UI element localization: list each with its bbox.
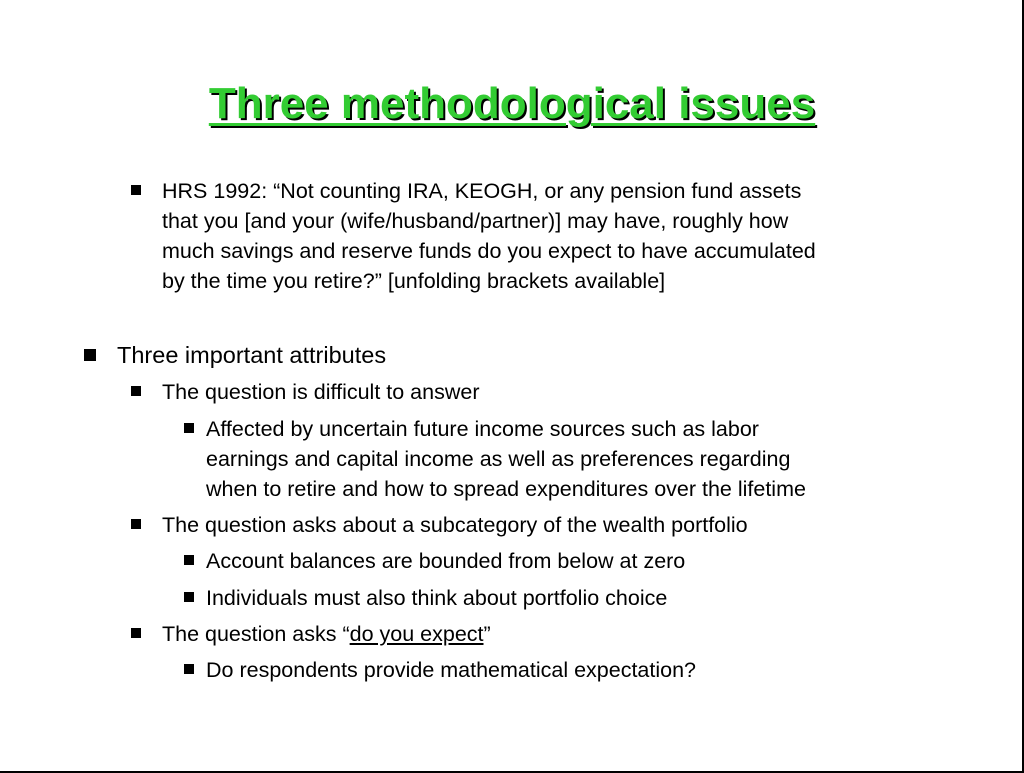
- bullet-portfolio-text: Individuals must also think about portfolio choice: [206, 586, 668, 610]
- square-bullet-icon: [131, 185, 141, 195]
- bullet-balances: [184, 546, 685, 576]
- bullet-expect-underlined: do you expect: [349, 622, 484, 646]
- bullet-affected-line-3: when to retire and how to spread expenditures over the lifetime: [206, 477, 806, 501]
- bullet-difficult: [131, 377, 480, 407]
- square-bullet-icon: [184, 423, 194, 433]
- bullet-hrs-line-1: HRS 1992: “Not counting IRA, KEOGH, or any pension fund assets: [162, 179, 802, 203]
- square-bullet-icon: [184, 555, 194, 565]
- square-bullet-icon: [131, 519, 141, 529]
- bullet-portfolio: [184, 583, 667, 613]
- slide-title: Three methodological issues: [208, 79, 816, 128]
- bullet-hrs-line-2: that you [and your (wife/husband/partner)] may have, roughly how: [162, 209, 789, 233]
- bullet-hrs: [131, 176, 816, 296]
- bullet-mathematical: [184, 655, 696, 685]
- square-bullet-icon: [184, 592, 194, 602]
- bullet-difficult-text: The question is difficult to answer: [162, 380, 480, 404]
- square-bullet-icon: [131, 628, 141, 638]
- bullet-hrs-line-3: much savings and reserve funds do you expect to have accumulated: [162, 239, 816, 263]
- bullet-mathematical-text: Do respondents provide mathematical expectation?: [206, 658, 697, 682]
- bullet-expect-suffix: ”: [483, 622, 491, 646]
- square-bullet-icon: [84, 349, 96, 361]
- bullet-hrs-line-4: by the time you retire?” [unfolding brackets available]: [162, 269, 666, 293]
- square-bullet-icon: [131, 386, 141, 396]
- bullet-affected-line-1: Affected by uncertain future income sources such as labor: [206, 417, 759, 441]
- bullet-affected-line-2: earnings and capital income as well as preferences regarding: [206, 447, 791, 471]
- bullet-affected: [184, 414, 806, 504]
- bullet-subcategory-text: The question asks about a subcategory of the wealth portfolio: [162, 513, 748, 537]
- bullet-expect-prefix: The question asks “: [162, 622, 350, 646]
- bullet-balances-text: Account balances are bounded from below at zero: [206, 549, 686, 573]
- bullet-attributes-text: Three important attributes: [117, 342, 387, 368]
- bullet-subcategory: [131, 510, 748, 540]
- bullet-expect: [131, 619, 491, 649]
- bullet-expect-text: [162, 619, 491, 649]
- square-bullet-icon: [184, 664, 194, 674]
- bullet-attributes: [84, 339, 386, 371]
